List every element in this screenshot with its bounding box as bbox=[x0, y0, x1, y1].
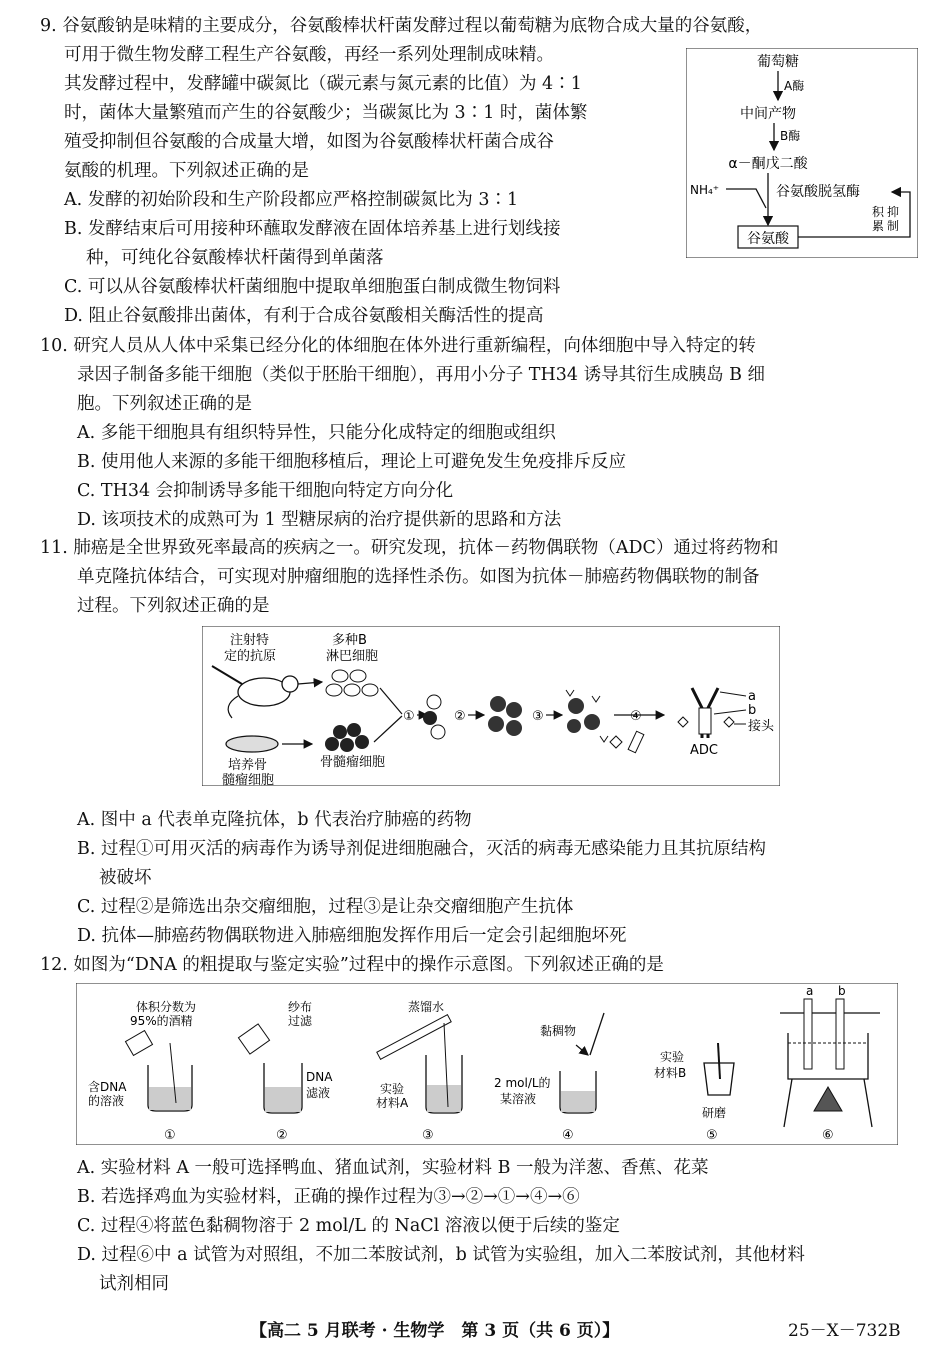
q11-stem: 11. 肺癌是全世界致死率最高的疾病之一。研究发现，抗体－药物偶联物（ADC）通过将药物和 bbox=[40, 538, 779, 558]
ketoglutarate-label: α－酮戊二酸 bbox=[728, 156, 808, 172]
glutamate-label: 谷氨酸 bbox=[747, 231, 789, 247]
step-3-label: ③ bbox=[532, 709, 544, 724]
q12-option-d: 试剂相同 bbox=[99, 1274, 169, 1294]
tube-b-label: b bbox=[838, 984, 846, 998]
q11-option-b: 被破坏 bbox=[99, 868, 152, 888]
q11-option-b: B. 过程①可用灭活的病毒作为诱导剂促进细胞融合，灭活的病毒无感染能力且其抗原结构 bbox=[77, 839, 766, 859]
step-4-number: ④ bbox=[562, 1128, 574, 1143]
adc-b-label: b bbox=[748, 703, 757, 718]
adc-a-label: a bbox=[748, 689, 756, 704]
q12-option-c: C. 过程④将蓝色黏稠物溶于 2 mol/L 的 NaCl 溶液以便于后续的鉴定 bbox=[77, 1216, 620, 1236]
page-footer: 【高二 5 月联考 · 生物学 第 3 页（共 6 页）】 bbox=[250, 1321, 620, 1341]
glucose-label: 葡萄糖 bbox=[757, 54, 799, 70]
feedback-label: 累 bbox=[872, 219, 885, 233]
q10-stem: 胞。下列叙述正确的是 bbox=[77, 394, 252, 414]
q10-stem: 10. 研究人员从人体中采集已经分化的体细胞在体外进行重新编程，向体细胞中导入特定的转 bbox=[40, 336, 756, 356]
q11-option-a: A. 图中 a 代表单克隆抗体，b 代表治疗肺癌的药物 bbox=[77, 810, 472, 830]
alcohol-label: 体积分数为 bbox=[136, 1000, 197, 1014]
q9-stem: 可用于微生物发酵工程生产谷氨酸，再经一系列处理制成味精。 bbox=[64, 45, 554, 65]
q11-figure-adc-preparation bbox=[202, 626, 780, 786]
q11-stem: 单克隆抗体结合，可实现对肿瘤细胞的选择性杀伤。如图为抗体－肺癌药物偶联物的制备 bbox=[77, 567, 760, 587]
lamp-icon bbox=[814, 1087, 842, 1111]
q11-option-c: C. 过程②是筛选出杂交瘤细胞，过程③是让杂交瘤细胞产生抗体 bbox=[77, 897, 574, 917]
adc-label: ADC bbox=[690, 743, 718, 758]
q9-option-b: 种，可纯化谷氨酸棒状杆菌得到单菌落 bbox=[86, 248, 384, 268]
q9-stem: 9. 谷氨酸钠是味精的主要成分，谷氨酸棒状杆菌发酵过程以葡萄糖为底物合成大量的谷氨酸， bbox=[40, 16, 763, 36]
step-5-number: ⑤ bbox=[706, 1128, 718, 1143]
q9-option-a: A. 发酵的初始阶段和生产阶段都应严格控制碳氮比为 3∶1 bbox=[64, 190, 519, 210]
step-1-number: ① bbox=[164, 1128, 176, 1143]
dna-solution-label: 含DNA bbox=[88, 1080, 127, 1094]
feedback-label: 制 bbox=[887, 219, 900, 233]
step-2-label: ② bbox=[454, 709, 466, 724]
material-b-label: 实验 bbox=[660, 1050, 685, 1064]
q10-option-d: D. 该项技术的成熟可为 1 型糖尿病的治疗提供新的思路和方法 bbox=[77, 510, 562, 530]
inject-label: 定的抗原 bbox=[224, 649, 277, 664]
syringe-icon bbox=[212, 666, 242, 684]
step-1-label: ① bbox=[403, 709, 415, 724]
q10-stem: 录因子制备多能干细胞（类似于胚胎干细胞），再用小分子 TH34 诱导其衍生成胰岛 B 细 bbox=[77, 365, 766, 385]
dna-solution-label: 的溶液 bbox=[88, 1094, 125, 1108]
q10-option-b: B. 使用他人来源的多能干细胞移植后，理论上可避免发生免疫排斥反应 bbox=[77, 452, 626, 472]
culture-label: 髓瘤细胞 bbox=[222, 773, 275, 786]
filtrate-label: 滤液 bbox=[306, 1086, 331, 1100]
q9-stem: 殖受抑制但谷氨酸的合成量大增，如图为谷氨酸棒状杆菌合成谷 bbox=[64, 132, 554, 152]
q12-option-a: A. 实验材料 A 一般可选择鸭血、猪血试剂，实验材料 B 一般为洋葱、香蕉、花菜 bbox=[77, 1158, 709, 1178]
step-3-number: ③ bbox=[422, 1128, 434, 1143]
q12-stem: 12. 如图为“DNA 的粗提取与鉴定实验”过程中的操作示意图。下列叙述正确的是 bbox=[40, 955, 664, 975]
q9-figure-glutamate-pathway bbox=[686, 48, 918, 258]
myeloma-label: 骨髓瘤细胞 bbox=[320, 755, 386, 770]
q9-stem: 时，菌体大量繁殖而产生的谷氨酸少；当碳氮比为 3∶1 时，菌体繁 bbox=[64, 103, 588, 123]
feedback-label: 抑 bbox=[887, 205, 900, 219]
gauze-label: 过滤 bbox=[288, 1014, 313, 1028]
alcohol-label: 95%的酒精 bbox=[130, 1014, 193, 1028]
inject-label: 注射特 bbox=[230, 633, 270, 648]
enzyme-a-label: A酶 bbox=[784, 79, 805, 93]
culture-label: 培养骨 bbox=[228, 758, 268, 773]
test-tube-icon bbox=[804, 999, 812, 1069]
dehydrogenase-label: 谷氨酸脱氢酶 bbox=[776, 184, 860, 200]
q10-option-a: A. 多能干细胞具有组织特异性，只能分化成特定的细胞或组织 bbox=[77, 423, 556, 443]
petri-dish-icon bbox=[226, 736, 278, 752]
exam-code: 25－X－732B bbox=[788, 1321, 901, 1341]
step-4-label: ④ bbox=[630, 709, 642, 724]
step-2-number: ② bbox=[276, 1128, 288, 1143]
tube-a-label: a bbox=[806, 984, 814, 998]
sticky-label: 黏稠物 bbox=[540, 1024, 577, 1038]
bcell-label: 多种B bbox=[332, 633, 367, 648]
q11-stem: 过程。下列叙述正确的是 bbox=[77, 596, 270, 616]
step-6-number: ⑥ bbox=[822, 1128, 834, 1143]
gauze-label: 纱布 bbox=[288, 1000, 313, 1014]
q9-stem: 氨酸的机理。下列叙述正确的是 bbox=[64, 161, 309, 181]
material-a-label: 材料A bbox=[376, 1096, 409, 1110]
q9-stem: 其发酵过程中，发酵罐中碳氮比（碳元素与氮元素的比值）为 4∶1 bbox=[64, 74, 582, 94]
q12-option-b: B. 若选择鸡血为实验材料，正确的操作过程为③→②→①→④→⑥ bbox=[77, 1187, 580, 1207]
intermediate-label: 中间产物 bbox=[740, 106, 796, 122]
material-b-label: 材料B bbox=[654, 1066, 687, 1080]
q9-option-c: C. 可以从谷氨酸棒状杆菌细胞中提取单细胞蛋白制成微生物饲料 bbox=[64, 277, 561, 297]
linker-label: 接头 bbox=[748, 719, 775, 734]
grind-label: 研磨 bbox=[702, 1106, 727, 1120]
q9-option-d: D. 阻止谷氨酸排出菌体，有利于合成谷氨酸相关酶活性的提高 bbox=[64, 306, 544, 326]
bcell-label: 淋巴细胞 bbox=[326, 649, 379, 664]
q11-option-d: D. 抗体—肺癌药物偶联物进入肺癌细胞发挥作用后一定会引起细胞坏死 bbox=[77, 926, 627, 946]
q10-option-c: C. TH34 会抑制诱导多能干细胞向特定方向分化 bbox=[77, 481, 454, 501]
test-tube-icon bbox=[836, 999, 844, 1069]
filtrate-label: DNA bbox=[306, 1070, 333, 1084]
cylinder-icon bbox=[377, 1015, 451, 1060]
solution-label: 2 mol/L的 bbox=[494, 1076, 551, 1090]
solution-label: 某溶液 bbox=[500, 1092, 537, 1106]
feedback-label: 积 bbox=[872, 205, 885, 219]
enzyme-b-label: B酶 bbox=[780, 129, 801, 143]
ammonium-label: NH₄⁺ bbox=[690, 183, 720, 197]
material-a-label: 实验 bbox=[380, 1082, 405, 1096]
water-label: 蒸馏水 bbox=[408, 1000, 445, 1014]
q12-option-d: D. 过程⑥中 a 试管为对照组，不加二苯胺试剂，b 试管为实验组，加入二苯胺试剂，其他材料 bbox=[77, 1245, 805, 1265]
q12-figure-dna-extraction bbox=[76, 983, 898, 1145]
q9-option-b: B. 发酵结束后可用接种环蘸取发酵液在固体培养基上进行划线接 bbox=[64, 219, 561, 239]
